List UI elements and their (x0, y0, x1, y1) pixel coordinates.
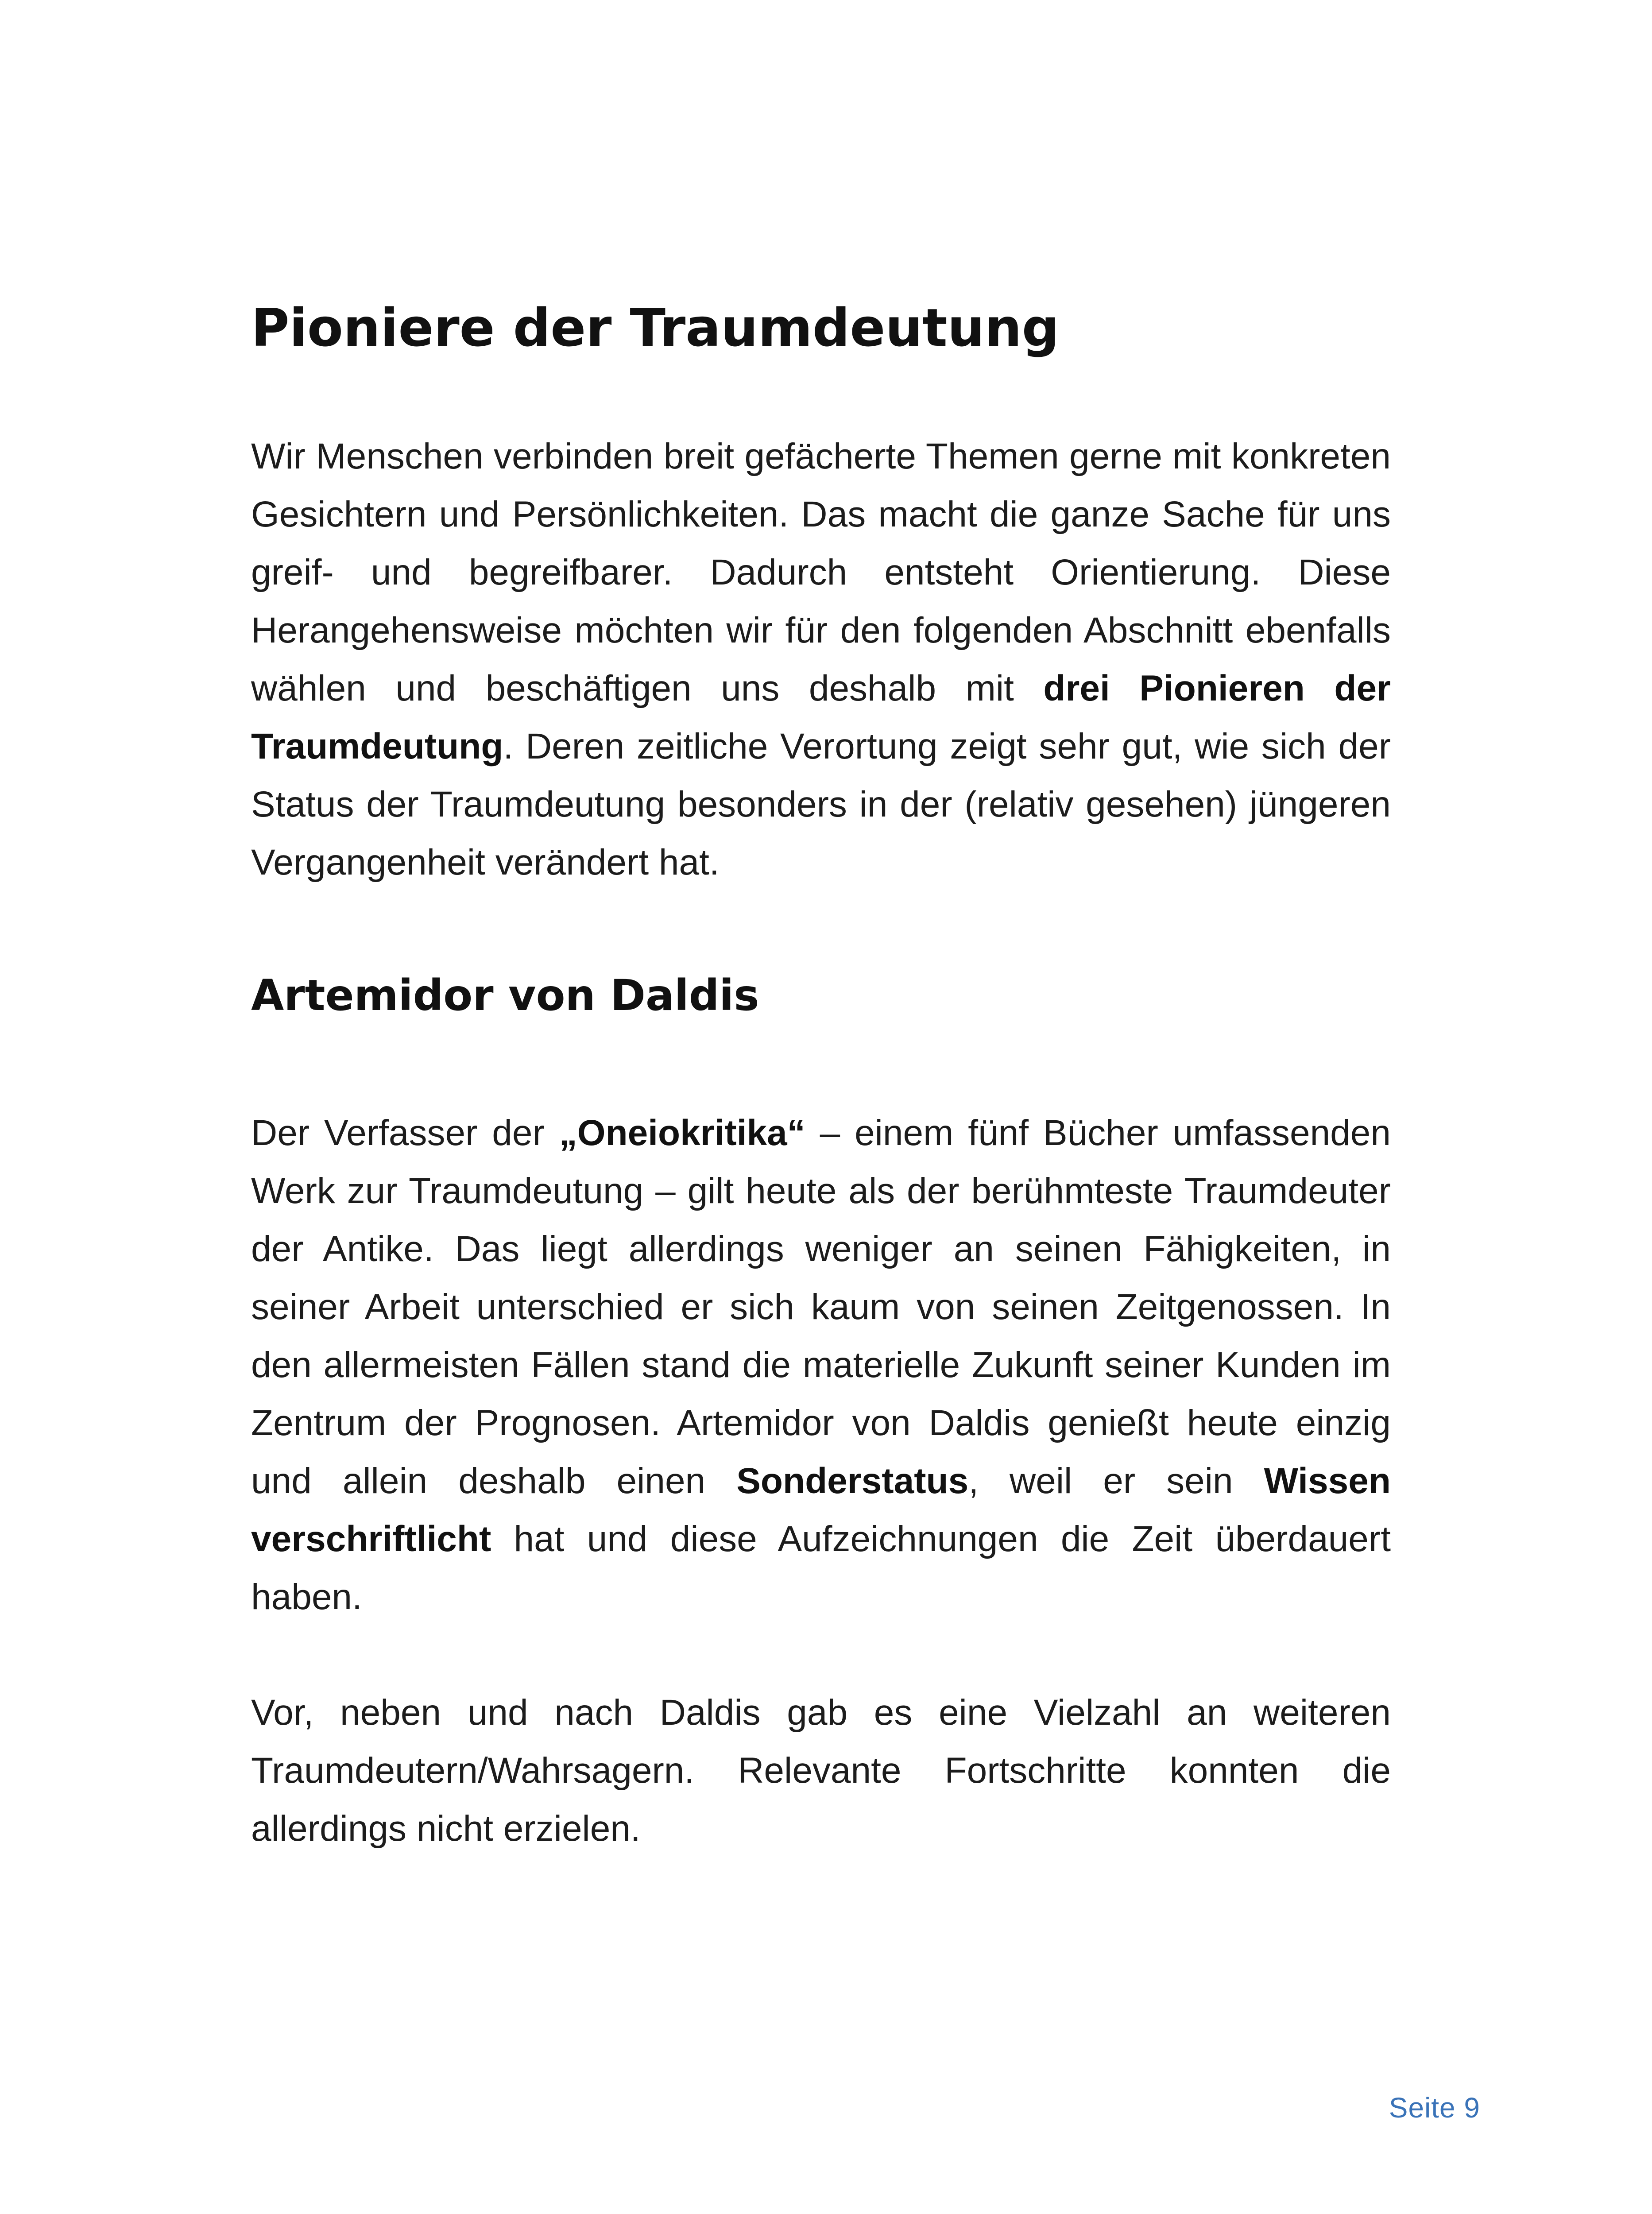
page-number: Seite 9 (1389, 2092, 1480, 2124)
para1-bold-oneiokritika: „Oneiokritika“ (559, 1113, 805, 1153)
para1-text-1: Der Verfasser der (251, 1113, 559, 1153)
intro-text-2: . Deren zeitliche Verortung zeigt sehr gut, wie sich der Status der Traumdeutung besonders in der (relativ gesehen) jüngeren Vergangenheit verändert hat. (251, 726, 1391, 883)
para1-text-2: – einem fünf Bücher umfassenden Werk zur Traumdeutung – gilt heute als der berühmteste Traumdeuter der Antike. Das liegt allerdings weniger an seinen Fähigkeiten, in seiner Arbeit unterschied er sich kaum von seinen Zeitgenossen. In den allermeisten Fällen stand die materielle Zukunft seiner Kunden im Zentrum der Prognosen. Artemidor von Daldis genießt heute einzig und allein deshalb einen (251, 1113, 1391, 1501)
para1-text-4: hat und diese Aufzeichnungen die Zeit überdauert haben. (251, 1519, 1391, 1617)
section-heading-artemidor: Artemidor von Daldis (251, 971, 759, 1020)
artemidor-paragraph-2: Vor, neben und nach Daldis gab es eine Vielzahl an weiteren Traumdeutern/Wahrsagern. Relevante Fortschritte konnten die allerdings nicht erzielen. (251, 1692, 1391, 1849)
para1-bold-sonderstatus: Sonderstatus (736, 1461, 969, 1501)
artemidor-paragraph-1 (251, 1104, 1391, 1626)
para1-text-3: , weil er sein (968, 1461, 1264, 1501)
intro-paragraph (251, 427, 1391, 891)
para1-bold-wissen: Wissen verschriftlicht (251, 1461, 1391, 1559)
page-content (251, 294, 1391, 1858)
page-title: Pioniere der Traumdeutung (251, 297, 1060, 358)
intro-bold-pioneers: drei Pionieren der Traumdeutung (251, 668, 1391, 766)
intro-text-1: Wir Menschen verbinden breit gefächerte Themen gerne mit konkreten Gesichtern und Persönlichkeiten. Das macht die ganze Sache für uns greif- und begreifbarer. Dadurch entsteht Orientierung. Diese Herangehensweise möchten wir für den folgenden Abschnitt ebenfalls wählen und beschäftigen uns deshalb mit (251, 436, 1391, 708)
